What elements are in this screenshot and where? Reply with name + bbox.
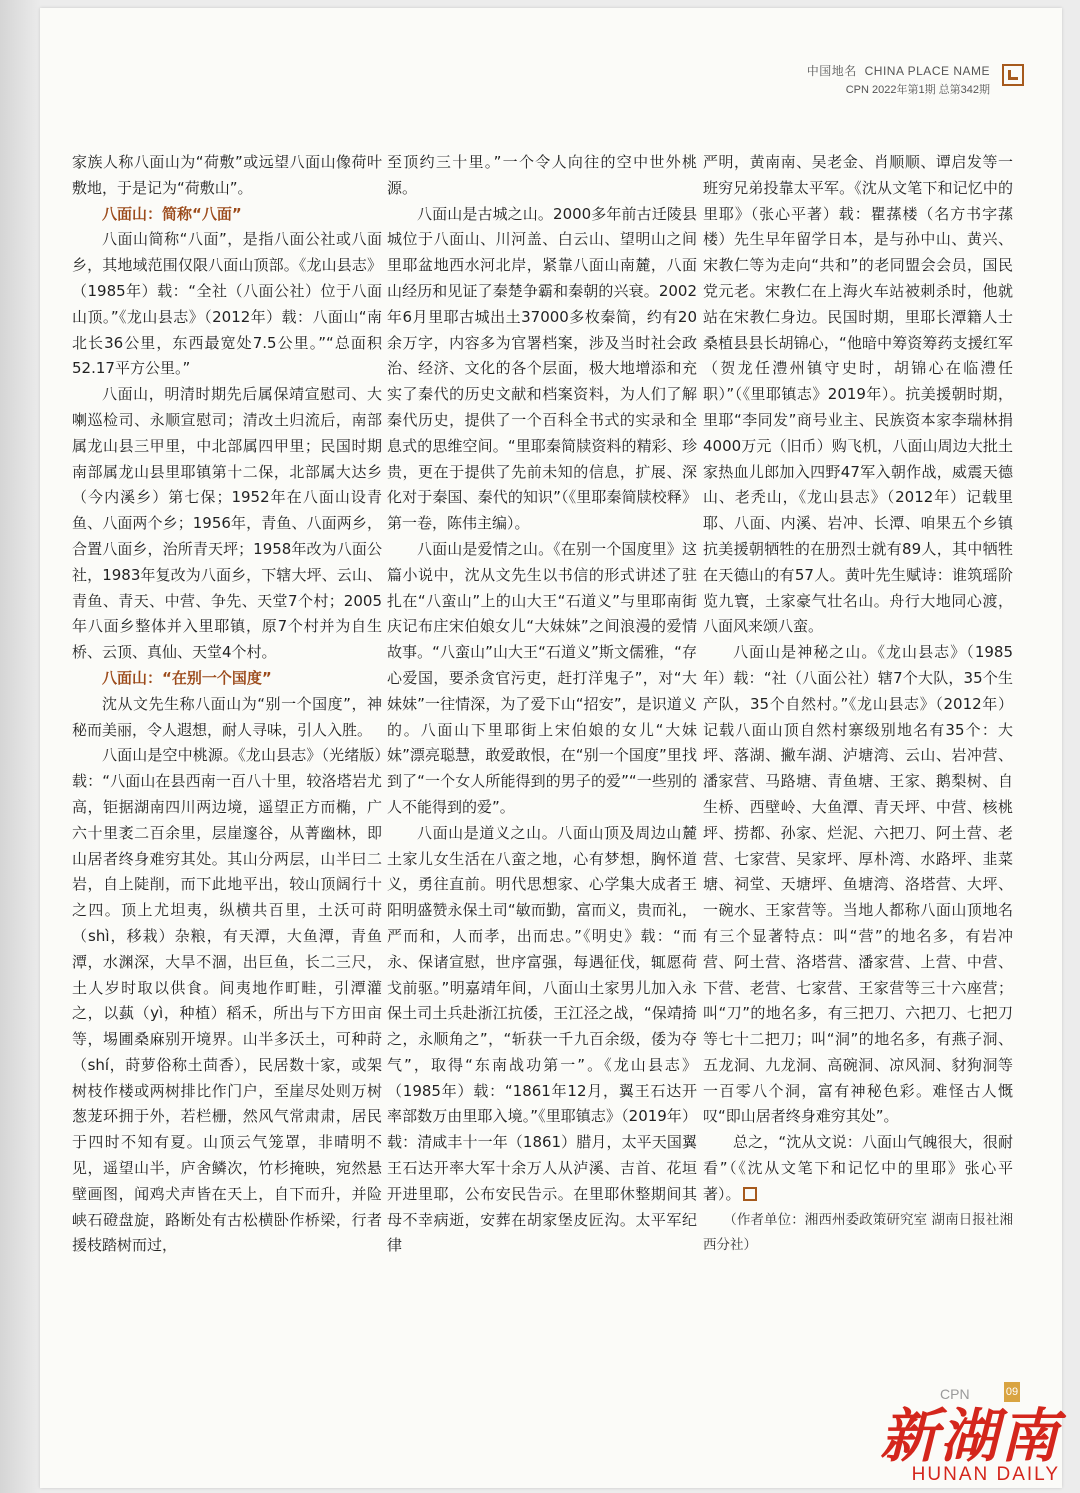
footer-cpn: CPN — [940, 1386, 970, 1402]
watermark-en: HUNAN DAILY — [911, 1464, 1060, 1485]
author-affiliation: （作者单位：湘西州委政策研究室 湖南日报社湘西分社） — [703, 1211, 1013, 1253]
paragraph: 八面山是空中桃源。《龙山县志》（光绪版）载：“八面山在县西南一百八十里，较洛塔岩尤高，钜据湖南四川两边境，遥望正方而椭，广六十里袤二百余里，层崖邃谷，从菁幽林，即山居者终身难穷其处。其山分两层，山半曰二岩，自上陡削，而下此地平出，较山顶阔行十之四。顶上尤坦夷，纵横共百里，土沃可莳（shì，移栽）杂粮，有天潭，大鱼潭，青鱼潭，水渊深，大旱不涸，出巨鱼，长二三尺，土人岁时取以供食。间夷地作町畦，引潭灌之，以蓺（yì，种植）稻禾，所出与下方田亩等，埸圃桑麻别开境界。山半多沃土，可种莳（shí，莳萝俗称土茴香），民居数十家，或架树枝作楼或两树排比作门户，至崖尽处则万树葱茏环拥于外，若栏栅，然风气常肃肃，居民于四时不知有夏。山顶云气笼罩，非晴明不见，遥望山半，庐舍鳞次，竹杉掩映，宛然悬壁画图，闻鸡犬声皆在天上，自下而升，并险峡石磴盘旋，路断处有古松横卧作桥梁，行者援枝踏树而过， — [72, 746, 382, 1255]
watermark-cn: 新湖南 — [879, 1402, 1060, 1470]
paragraph: 至顶约三十里。”一个令人向往的空中世外桃源。 — [387, 153, 697, 197]
page-number: 09 — [1004, 1382, 1020, 1402]
closing-paragraph — [703, 1130, 1013, 1207]
section-heading: 八面山：“在别一个国度” — [102, 668, 272, 687]
hunan-daily-watermark — [880, 1404, 1060, 1486]
magazine-title-cn: 中国地名 — [806, 64, 857, 78]
column-3 — [703, 150, 1013, 1258]
paragraph: 八面山，明清时期先后属保靖宣慰司、大喇巡检司、永顺宣慰司；清改土归流后，南部属龙山县三甲里，中北部属四甲里；民国时期南部属龙山县里耶镇第十二保，北部属大达乡（今内溪乡）第七保；1952年在八面山设青鱼、八面两个乡；1956年，青鱼、八面两乡，合置八面乡，治所青天坪；1958年改为八面公社，1983年复改为八面乡，下辖大坪、云山、青鱼、青天、中营、争先、天堂7个村；2005年八面乡整体并入里耶镇，原7个村并为自生桥、云顶、真仙、天堂4个村。 — [72, 385, 382, 662]
paragraph: 沈从文先生称八面山为“别一个国度”，神秘而美丽，令人遐想，耐人寻味，引人入胜。 — [72, 694, 382, 739]
paragraph: 家族人称八面山为“荷敷”或远望八面山像荷叶敷地，于是记为“荷敷山”。 — [72, 153, 382, 197]
paragraph: 严明，黄南南、吴老金、肖顺顺、谭启发等一班穷兄弟投靠太平军。《沈从文笔下和记忆中的里耶》（张心平著）载：瞿蓀楼（名方书字蓀楼）先生早年留学日本，是与孙中山、黄兴、宋教仁等为走向“共和”的老同盟会会员，国民党元老。宋教仁在上海火车站被刺杀时，他就站在宋教仁身边。民国时期，里耶长潭籍人士桑植县县长胡锦心，“他暗中筹资筹药支援红军（贺龙任澧州镇守史时，胡锦心在临澧任职）”（《里耶镇志》2019年）。抗美援朝时期，里耶“李同发”商号业主、民族资本家李瑞林捐4000万元（旧币）购飞机，八面山周边大批土家热血儿郎加入四野47军入朝作战，威震天德山、老秃山，《龙山县志》（2012年）记载里耶、八面、内溪、岩冲、长潭、咱果五个乡镇抗美援朝牺牲的在册烈士就有89人，其中牺牲在天德山的有57人。黄叶先生赋诗：谁筑瑶阶览九寰，土家豪气壮名山。舟行大地同心渡，八面风来颂八蛮。 — [703, 153, 1013, 636]
end-mark-icon — [743, 1187, 757, 1201]
section-heading: 八面山：简称“八面” — [102, 204, 242, 223]
paragraph: 八面山是道义之山。八面山顶及周边山麓土家儿女生活在八蛮之地，心有梦想，胸怀道义，勇往直前。明代思想家、心学集大成者王阳明盛赞永保土司“敏而勤，富而义，贵而礼，严而和，人而孝，出而忠。”《明史》载：“而永、保诸宣慰，世序富强，每遇征伐，辄愿荷戈前驱。”明嘉靖年间，八面山土家男儿加入永保土司土兵赴浙江抗倭，王江泾之战，“保靖掎之，永顺角之”，“斩获一千九百余级，倭为夺气”，取得“东南战功第一”。《龙山县志》（1985年）载：“1861年12月，翼王石达开率部数万由里耶入境。”《里耶镇志》（2019年）载：清咸丰十一年（1861）腊月，太平天国翼王石达开率大军十余万人从泸溪、吉首、花垣开进里耶，公布安民告示。在里耶休整期间其母不幸病逝，安葬在胡家堡皮匠沟。太平军纪律 — [387, 823, 697, 1255]
magazine-title-en: CHINA PLACE NAME — [864, 64, 990, 78]
column-1 — [72, 150, 382, 1259]
paragraph: 八面山是神秘之山。《龙山县志》（1985年）载：“社（八面公社）辖7个大队，35个生产队，35个自然村。”《龙山县志》（2012年）记载八面山顶自然村寨级别地名有35个：大坪、落湖、撇车湖、泸塘湾、云山、岩冲营、潘家营、马路塘、青鱼塘、王家、鹅梨树、自生桥、西壁岭、大鱼潭、青天坪、中营、核桃坪、捞都、孙家、烂泥、六把刀、阿土营、老营、七家营、吴家坪、厚朴湾、水路坪、韭菜塘、祠堂、天塘坪、鱼塘湾、洛塔营、大坪、一碗水、王家营等。当地人都称八面山顶地名有三个显著特点：叫“营”的地名多，有岩冲营、阿土营、洛塔营、潘家营、上营、中营、下营、老营、七家营、王家营等三十六座营；叫“刀”的地名多，有三把刀、六把刀、七把刀等七十二把刀；叫“洞”的地名多，有燕子洞、五龙洞、九龙洞、高碗洞、凉风洞、豺狗洞等一百零八个洞，富有神秘色彩。难怪古人慨叹“即山居者终身难穷其处”。 — [703, 643, 1013, 1126]
paragraph: 八面山是爱情之山。《在别一个国度里》这篇小说中，沈从文先生以书信的形式讲述了驻扎在“八蛮山”上的山大王“石道义”与里耶南街庆记布庄宋伯娘女儿“大妹妹”之间浪漫的爱情故事。“八蛮山”山大王“石道义”斯文儒雅，“存心爱国，要杀贪官污吏，赶打洋鬼子”，对“大妹妹”一往情深，为了爱下山“招安”，是识道义的。八面山下里耶街上宋伯娘的女儿“大妹妹”漂亮聪慧，敢爱敢恨，在“别一个国度”里找到了“一个女人所能得到的男子的爱”“一些别的人不能得到的爱”。 — [387, 539, 697, 816]
paragraph: 八面山简称“八面”，是指八面公社或八面乡，其地域范围仅限八面山顶部。《龙山县志》（1985年）载：“全社（八面公社）位于八面山顶。”《龙山县志》（2012年）载：八面山“南北长36公里，东西最宽处7.5公里。”“总面积52.17平方公里。” — [72, 230, 382, 378]
magazine-logo-icon — [1002, 64, 1024, 86]
closing-text: 总之，“沈从文说：八面山气魄很大，很耐看”（《沈从文笔下和记忆中的里耶》张心平著）。 — [703, 1133, 1013, 1203]
issue-info: CPN 2022年第1期 总第342期 — [845, 84, 990, 96]
paragraph: 八面山是古城之山。2000多年前古迁陵县城位于八面山、川河盖、白云山、望明山之间里耶盆地西水河北岸，紧靠八面山南麓，八面山经历和见证了秦楚争霸和秦朝的兴衰。2002年6月里耶古城出土37000多枚秦简，约有20余万字，内容多为官署档案，涉及当时社会政治、经济、文化的各个层面，极大地增添和充实了秦代的历史文献和档案资料，为人们了解秦代历史，提供了一个百科全书式的实录和全息式的思维空间。“里耶秦简牍资料的精彩、珍贵，更在于提供了先前未知的信息，扩展、深化对于秦国、秦代的知识”（《里耶秦简牍校释》第一卷，陈伟主编）。 — [387, 204, 697, 533]
column-2 — [387, 150, 697, 1259]
page-header — [807, 62, 1020, 97]
scan-edge — [0, 0, 40, 1493]
header-line-1 — [807, 62, 1020, 79]
